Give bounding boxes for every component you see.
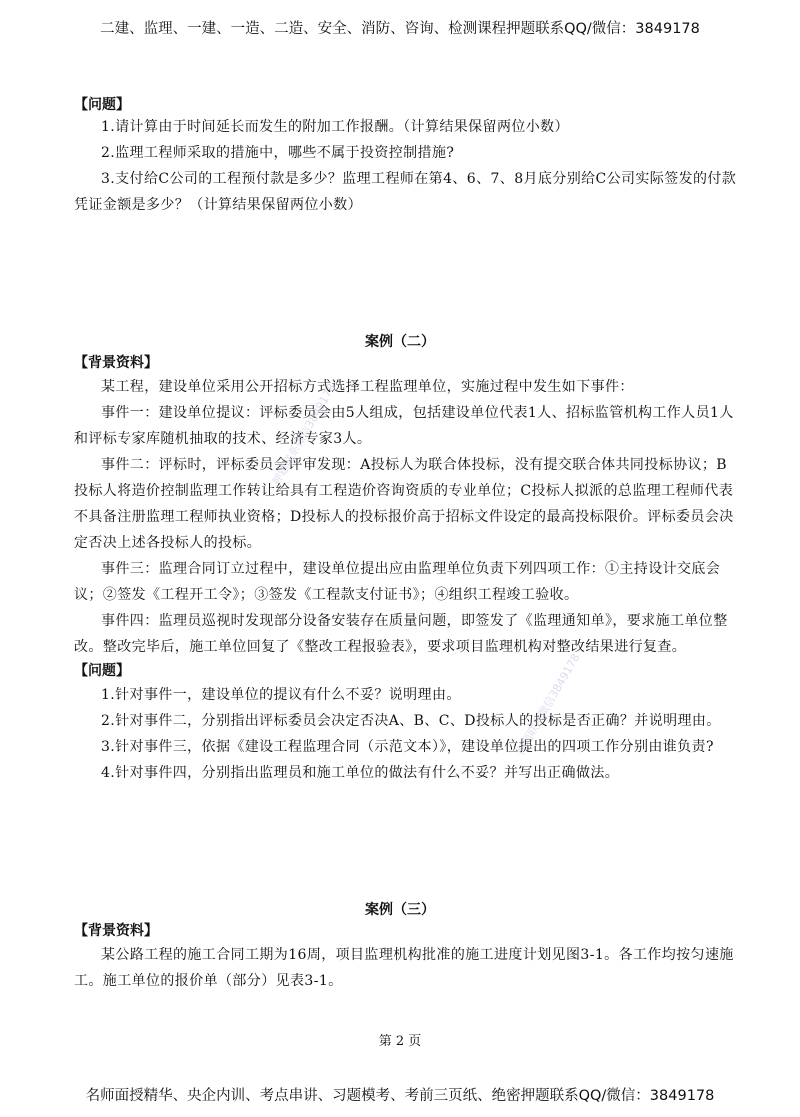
case-3-background-label: 【背景资料】 bbox=[74, 923, 158, 939]
questions-label-1: 【问题】 bbox=[74, 97, 130, 113]
question-1-1: 1.请计算由于时间延长而发生的附加工作报酬。（计算结果保留两位小数） bbox=[101, 119, 569, 135]
watermark-2: 押题联系微信3849178 bbox=[513, 651, 583, 758]
footer-banner: 名师面授精华、央企内训、考点串讲、习题模考、考前三页纸、绝密押题联系QQ/微信：3849178 bbox=[85, 1088, 715, 1104]
case-2-question-3: 3.针对事件三，依据《建设工程监理合同（示范文本）》，建设单位提出的四项工作分别由谁负责? bbox=[101, 739, 714, 755]
case-2-questions-label: 【问题】 bbox=[74, 663, 130, 679]
case-3-intro: 某公路工程的施工合同工期为16周，项目监理机构批准的施工进度计划见图3-1。各工作均按匀速施工。施工单位的报价单（部分）见表3-1。 bbox=[74, 947, 734, 989]
case-2-title: 案例（二） bbox=[365, 334, 435, 350]
case-2-event-2: 事件二：评标时，评标委员会评审发现：A投标人为联合体投标，没有提交联合体共同投标协议；B投标人将造价控制监理工作转让给具有工程造价咨询资质的专业单位；C投标人拟派的总监理工程师代表不具备注册监理工程师执业资格；D投标人的投标报价高于招标文件设定的最高投标限价。评标委员会决定否决上述各投标人的投标。 bbox=[74, 457, 734, 551]
header-banner: 二建、监理、一建、一造、二造、安全、消防、咨询、检测课程押题联系QQ/微信：3849178 bbox=[100, 21, 700, 37]
case-2-background-label: 【背景资料】 bbox=[74, 355, 158, 371]
case-2-event-4: 事件四：监理员巡视时发现部分设备安装存在质量问题，即签发了《监理通知单》，要求施工单位整改。整改完毕后，施工单位回复了《整改工程报验表》，要求项目监理机构对整改结果进行复查。 bbox=[74, 613, 728, 655]
case-3-title: 案例（三） bbox=[365, 902, 435, 918]
watermark-1: 押题联系微信3849178 bbox=[269, 381, 339, 488]
question-1-2: 2.监理工程师采取的措施中，哪些不属于投资控制措施? bbox=[101, 145, 455, 161]
case-2-event-3: 事件三：监理合同订立过程中，建设单位提出应由监理单位负责下列四项工作：①主持设计交底会议；②签发《工程开工令》；③签发《工程款支付证书》；④组织工程竣工验收。 bbox=[74, 561, 721, 603]
page-number: 第 2 页 bbox=[378, 1034, 422, 1049]
case-2-intro: 某工程，建设单位采用公开招标方式选择工程监理单位，实施过程中发生如下事件： bbox=[101, 379, 634, 395]
question-1-3: 3.支付给C公司的工程预付款是多少？监理工程师在第4、6、7、8月底分别给C公司实际签发的付款凭证金额是多少？（计算结果保留两位小数） bbox=[74, 171, 737, 213]
case-2-question-2: 2.针对事件二，分别指出评标委员会决定否决A、B、C、D投标人的投标是否正确？并说明理由。 bbox=[101, 713, 721, 729]
case-2-event-1: 事件一：建设单位提议：评标委员会由5人组成，包括建设单位代表1人、招标监管机构工作人员1人和评标专家库随机抽取的技术、经济专家3人。 bbox=[74, 405, 734, 447]
case-2-question-4: 4.针对事件四，分别指出监理员和施工单位的做法有什么不妥？并写出正确做法。 bbox=[101, 765, 620, 781]
case-2-question-1: 1.针对事件一，建设单位的提议有什么不妥？说明理由。 bbox=[101, 687, 461, 703]
